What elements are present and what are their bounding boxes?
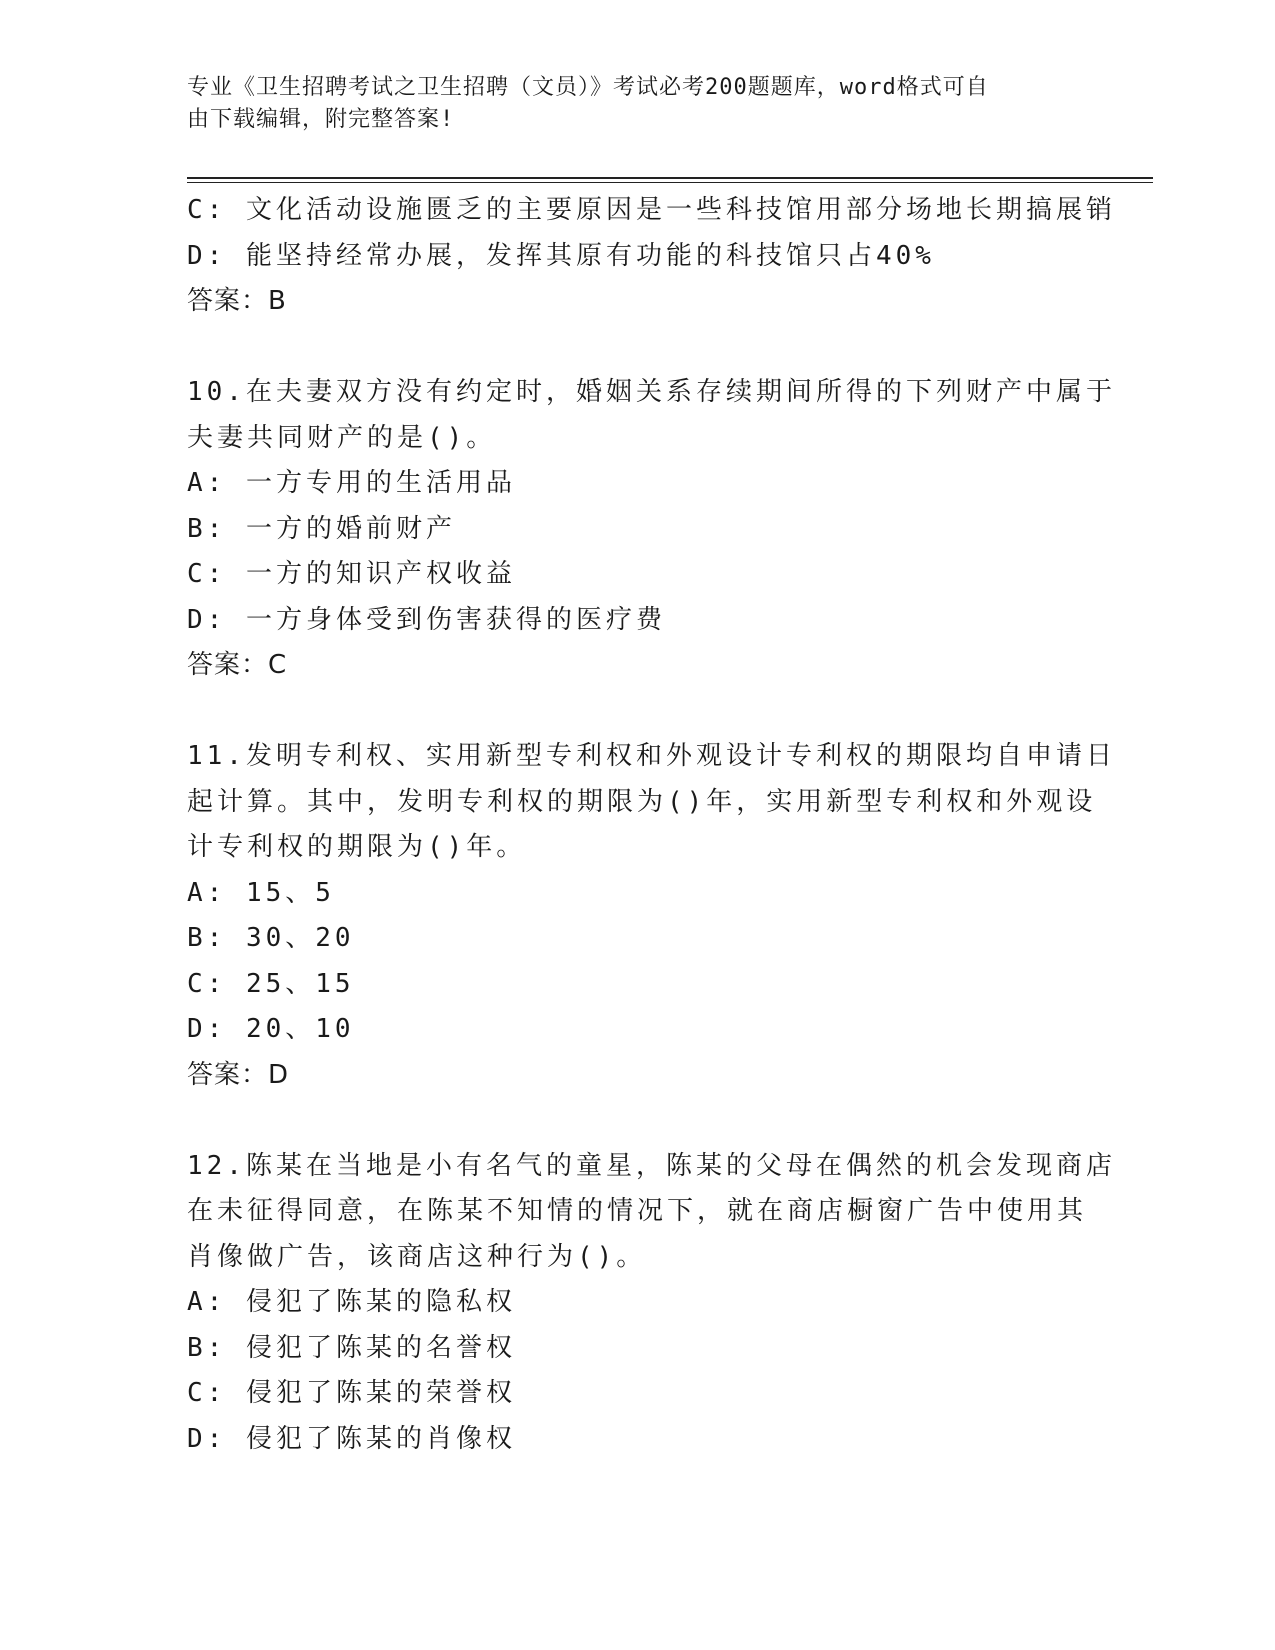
option-c: C: 侵犯了陈某的荣誉权 [187,1378,516,1408]
option-b: B: 一方的婚前财产 [187,513,456,544]
document-header [187,72,1067,136]
option-d: D: 侵犯了陈某的肖像权 [187,1423,516,1454]
option-b: B: 侵犯了陈某的名誉权 [187,1332,516,1363]
option-d: D: 20、10 [187,1014,355,1044]
option-d: D: 一方身体受到伤害获得的医疗费 [187,604,666,635]
spacer [187,689,1087,735]
spacer [187,1098,1087,1144]
option-a: A: 一方专用的生活用品 [187,468,516,498]
header-divider-thin [187,182,1153,183]
option-a: A: 侵犯了陈某的隐私权 [187,1287,516,1317]
option-b: B: 30、20 [187,923,355,953]
option-c: C: 25、15 [187,968,355,999]
option-c: C: 一方的知识产权收益 [187,559,516,589]
question-9-tail [187,188,1116,325]
question-12 [187,1144,1116,1463]
answer-label: 答案：B [187,286,287,316]
question-stem: 12.陈某在当地是小有名气的童星，陈某的父母在偶然的机会发现商店 [187,1150,1116,1181]
question-stem: 计专利权的期限为()年。 [187,832,527,862]
option-d: D: 能坚持经常办展，发挥其原有功能的科技馆只占40% [187,240,935,271]
question-stem: 起计算。其中，发明专利权的期限为()年，实用新型专利权和外观设 [187,786,1097,817]
question-list [187,188,1116,1462]
question-stem: 夫妻共同财产的是()。 [187,422,497,453]
header-divider-thick [187,177,1153,179]
question-stem: 11.发明专利权、实用新型专利权和外观设计专利权的期限均自申请日 [187,741,1116,771]
question-stem: 10.在夫妻双方没有约定时，婚姻关系存续期间所得的下列财产中属于 [187,377,1116,407]
answer-label: 答案：D [187,1059,290,1090]
spacer [187,325,1087,371]
header-line-1: 专业《卫生招聘考试之卫生招聘（文员）》考试必考200题题库，word格式可自 [187,75,989,100]
question-11 [187,734,1116,1098]
question-stem: 在未征得同意，在陈某不知情的情况下，就在商店橱窗广告中使用其 [187,1196,1088,1226]
question-10 [187,370,1116,689]
question-stem: 肖像做广告，该商店这种行为()。 [187,1241,647,1272]
option-c: C: 文化活动设施匮乏的主要原因是一些科技馆用部分场地长期搞展销 [187,195,1116,225]
answer-label: 答案：C [187,650,288,680]
option-a: A: 15、5 [187,877,335,908]
header-line-2: 由下载编辑，附完整答案! [187,107,455,132]
